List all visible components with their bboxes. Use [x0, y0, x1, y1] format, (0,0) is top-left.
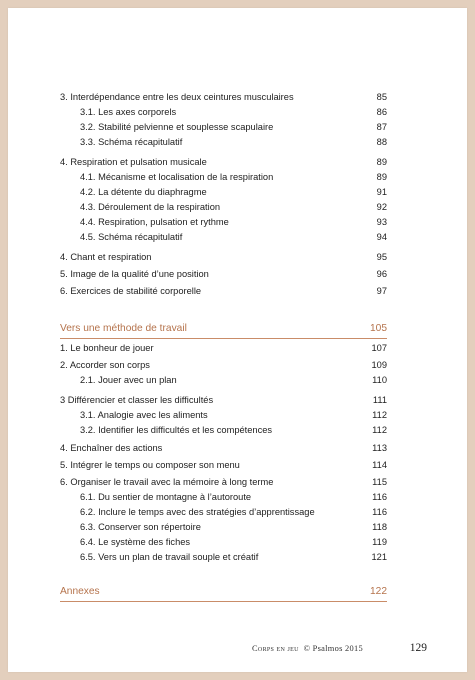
toc-entry-page: 118 [372, 522, 387, 532]
toc-entry-label: 2.1. Jouer avec un plan [80, 375, 177, 385]
toc-entry-page: 96 [376, 269, 387, 279]
toc-section-heading [60, 584, 387, 598]
toc-entry-label: 4.1. Mécanisme et localisation de la respiration [80, 172, 274, 182]
toc-subentry [80, 135, 387, 149]
toc-entry-page: 91 [376, 187, 387, 197]
toc-subentry [80, 373, 387, 387]
toc-entry-label: 3.2. Identifier les difficultés et les compétences [80, 425, 273, 435]
toc-entry-label: 2. Accorder son corps [60, 360, 150, 370]
toc-entry-label: 3 Différencier et classer les difficultés [60, 395, 214, 405]
toc-subentry [80, 120, 387, 134]
toc-entry-page: 109 [371, 360, 387, 370]
toc-entry-label: 6. Exercices de stabilité corporelle [60, 286, 202, 296]
toc-entry-label: 4. Respiration et pulsation musicale [60, 157, 207, 167]
page-footer [8, 642, 467, 658]
toc-subentry [80, 423, 387, 437]
toc-section-page: 105 [370, 322, 387, 334]
toc-section-label: Annexes [60, 585, 100, 597]
section-divider [60, 601, 387, 602]
toc-entry-label: 5. Image de la qualité d’une position [60, 269, 209, 279]
toc-entry-label: 3.1. Analogie avec les aliments [80, 410, 208, 420]
toc-entry-page: 92 [376, 202, 387, 212]
toc-entry-page: 112 [372, 410, 387, 420]
toc-entry [60, 267, 387, 281]
toc-subentry [80, 185, 387, 199]
toc-subentry [80, 105, 387, 119]
section-divider [60, 338, 387, 339]
toc-subentry [80, 170, 387, 184]
toc-entry-page: 115 [372, 477, 387, 487]
toc-entry [60, 358, 387, 372]
toc-entry [60, 90, 387, 104]
toc-entry-page: 112 [372, 425, 387, 435]
toc-entry-page: 85 [376, 92, 387, 102]
toc-subentry [80, 550, 387, 564]
toc-entry-label: 4.2. La détente du diaphragme [80, 187, 207, 197]
footer-book-title: Corps en jeu [252, 644, 299, 653]
table-of-contents [8, 8, 467, 672]
toc-subentry [80, 520, 387, 534]
toc-entry-label: 6. Organiser le travail avec la mémoire à long terme [60, 477, 274, 487]
toc-subentry [80, 490, 387, 504]
toc-entry [60, 155, 387, 169]
toc-entry-page: 121 [371, 552, 387, 562]
toc-entry-label: 6.3. Conserver son répertoire [80, 522, 201, 532]
toc-entry-label: 3. Interdépendance entre les deux ceintures musculaires [60, 92, 294, 102]
toc-entry-label: 4. Enchaîner des actions [60, 443, 163, 453]
toc-entry-page: 89 [376, 157, 387, 167]
toc-entry-page: 114 [372, 460, 387, 470]
toc-subentry [80, 215, 387, 229]
toc-entry [60, 441, 387, 455]
footer-copyright: © Psalmos 2015 [303, 644, 363, 653]
toc-entry-page: 116 [372, 492, 387, 502]
page-number: 129 [409, 642, 427, 654]
toc-entry [60, 250, 387, 264]
toc-entry-page: 119 [372, 537, 387, 547]
toc-entry-label: 6.4. Le système des fiches [80, 537, 191, 547]
toc-entry-label: 6.2. Inclure le temps avec des stratégies d’apprentissage [80, 507, 315, 517]
toc-subentry [80, 505, 387, 519]
footer-credit [252, 644, 363, 653]
toc-entry-page: 113 [372, 443, 387, 453]
toc-entry-page: 110 [372, 375, 387, 385]
toc-entry-page: 116 [372, 507, 387, 517]
toc-entry-page: 107 [371, 343, 387, 353]
toc-entry-label: 4.5. Schéma récapitulatif [80, 232, 183, 242]
toc-entry-page: 86 [376, 107, 387, 117]
toc-entry-page: 97 [376, 286, 387, 296]
toc-section-label: Vers une méthode de travail [60, 322, 187, 334]
toc-entry-page: 88 [376, 137, 387, 147]
toc-entry-label: 6.1. Du sentier de montagne à l’autoroute [80, 492, 252, 502]
toc-section-page: 122 [370, 585, 387, 597]
toc-entry-label: 4. Chant et respiration [60, 252, 152, 262]
toc-entry-label: 4.3. Déroulement de la respiration [80, 202, 221, 212]
toc-subentry [80, 535, 387, 549]
toc-entry-label: 4.4. Respiration, pulsation et rythme [80, 217, 229, 227]
toc-entry [60, 393, 387, 407]
toc-entry-page: 87 [376, 122, 387, 132]
toc-entry-label: 3.2. Stabilité pelvienne et souplesse scapulaire [80, 122, 274, 132]
toc-subentry [80, 200, 387, 214]
toc-entry [60, 458, 387, 472]
toc-entry [60, 475, 387, 489]
toc-entry [60, 284, 387, 298]
toc-entry [60, 341, 387, 355]
toc-entry-page: 95 [376, 252, 387, 262]
toc-entry-label: 1. Le bonheur de jouer [60, 343, 154, 353]
toc-entry-label: 3.1. Les axes corporels [80, 107, 177, 117]
toc-entry-page: 89 [376, 172, 387, 182]
toc-subentry [80, 408, 387, 422]
toc-entry-label: 3.3. Schéma récapitulatif [80, 137, 183, 147]
toc-entry-page: 111 [372, 395, 387, 405]
book-page [8, 8, 467, 672]
toc-entry-page: 93 [376, 217, 387, 227]
toc-section-heading [60, 321, 387, 335]
toc-subentry [80, 230, 387, 244]
toc-entry-label: 5. Intégrer le temps ou composer son menu [60, 460, 240, 470]
toc-entry-label: 6.5. Vers un plan de travail souple et créatif [80, 552, 259, 562]
toc-entry-page: 94 [376, 232, 387, 242]
